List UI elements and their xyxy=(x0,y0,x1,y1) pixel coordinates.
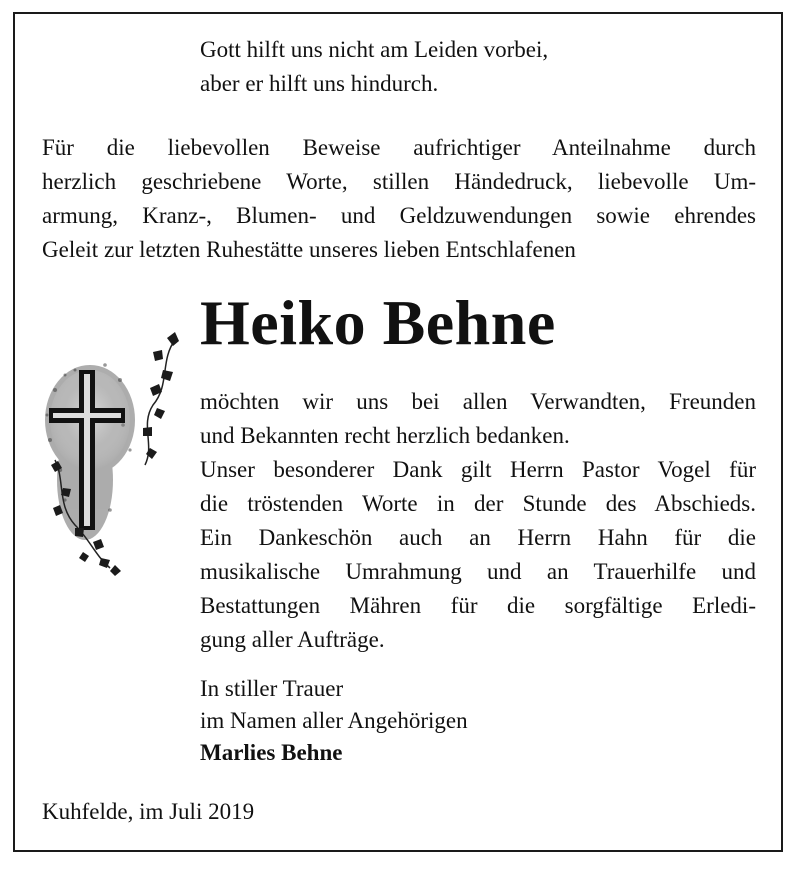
signature-line-1: In stiller Trauer xyxy=(200,676,344,701)
body-line-3: Unser besonderer Dank gilt Herrn Pastor Vogel für xyxy=(200,457,756,482)
intro-line-1: Für die liebevollen Beweise aufrichtiger Anteilnahme durch xyxy=(42,135,756,160)
motto-line-1: Gott hilft uns nicht am Leiden vorbei, xyxy=(200,37,549,62)
motto-line-2: aber er hilft uns hindurch. xyxy=(200,71,439,96)
signature-name: Marlies Behne xyxy=(200,740,343,765)
deceased-name: Heiko Behne xyxy=(200,287,556,358)
intro-line-2: herzlich geschriebene Worte, stillen Händedruck, liebevolle Um- xyxy=(42,169,756,194)
body-line-6: musikalische Umrahmung und an Trauerhilfe und xyxy=(200,559,756,584)
intro-line-4: Geleit zur letzten Ruhestätte unseres lieben Entschlafenen xyxy=(42,237,576,262)
body-line-7: Bestattungen Mähren für die sorgfältige Erledi- xyxy=(200,593,756,618)
body-line-8: gung aller Aufträge. xyxy=(200,627,385,652)
intro-line-3: armung, Kranz-, Blumen- und Geldzuwendungen sowie ehrendes xyxy=(42,203,756,228)
body-line-1: möchten wir uns bei allen Verwandten, Freunden xyxy=(200,389,756,414)
body-line-5: Ein Dankeschön auch an Herrn Hahn für die xyxy=(200,525,756,550)
body-line-4: die tröstenden Worte in der Stunde des Abschieds. xyxy=(200,491,756,516)
place-date: Kuhfelde, im Juli 2019 xyxy=(42,799,255,824)
cross-with-ivy-icon xyxy=(35,330,185,580)
signature-line-2: im Namen aller Angehörigen xyxy=(200,708,468,733)
body-line-2: und Bekannten recht herzlich bedanken. xyxy=(200,423,570,448)
